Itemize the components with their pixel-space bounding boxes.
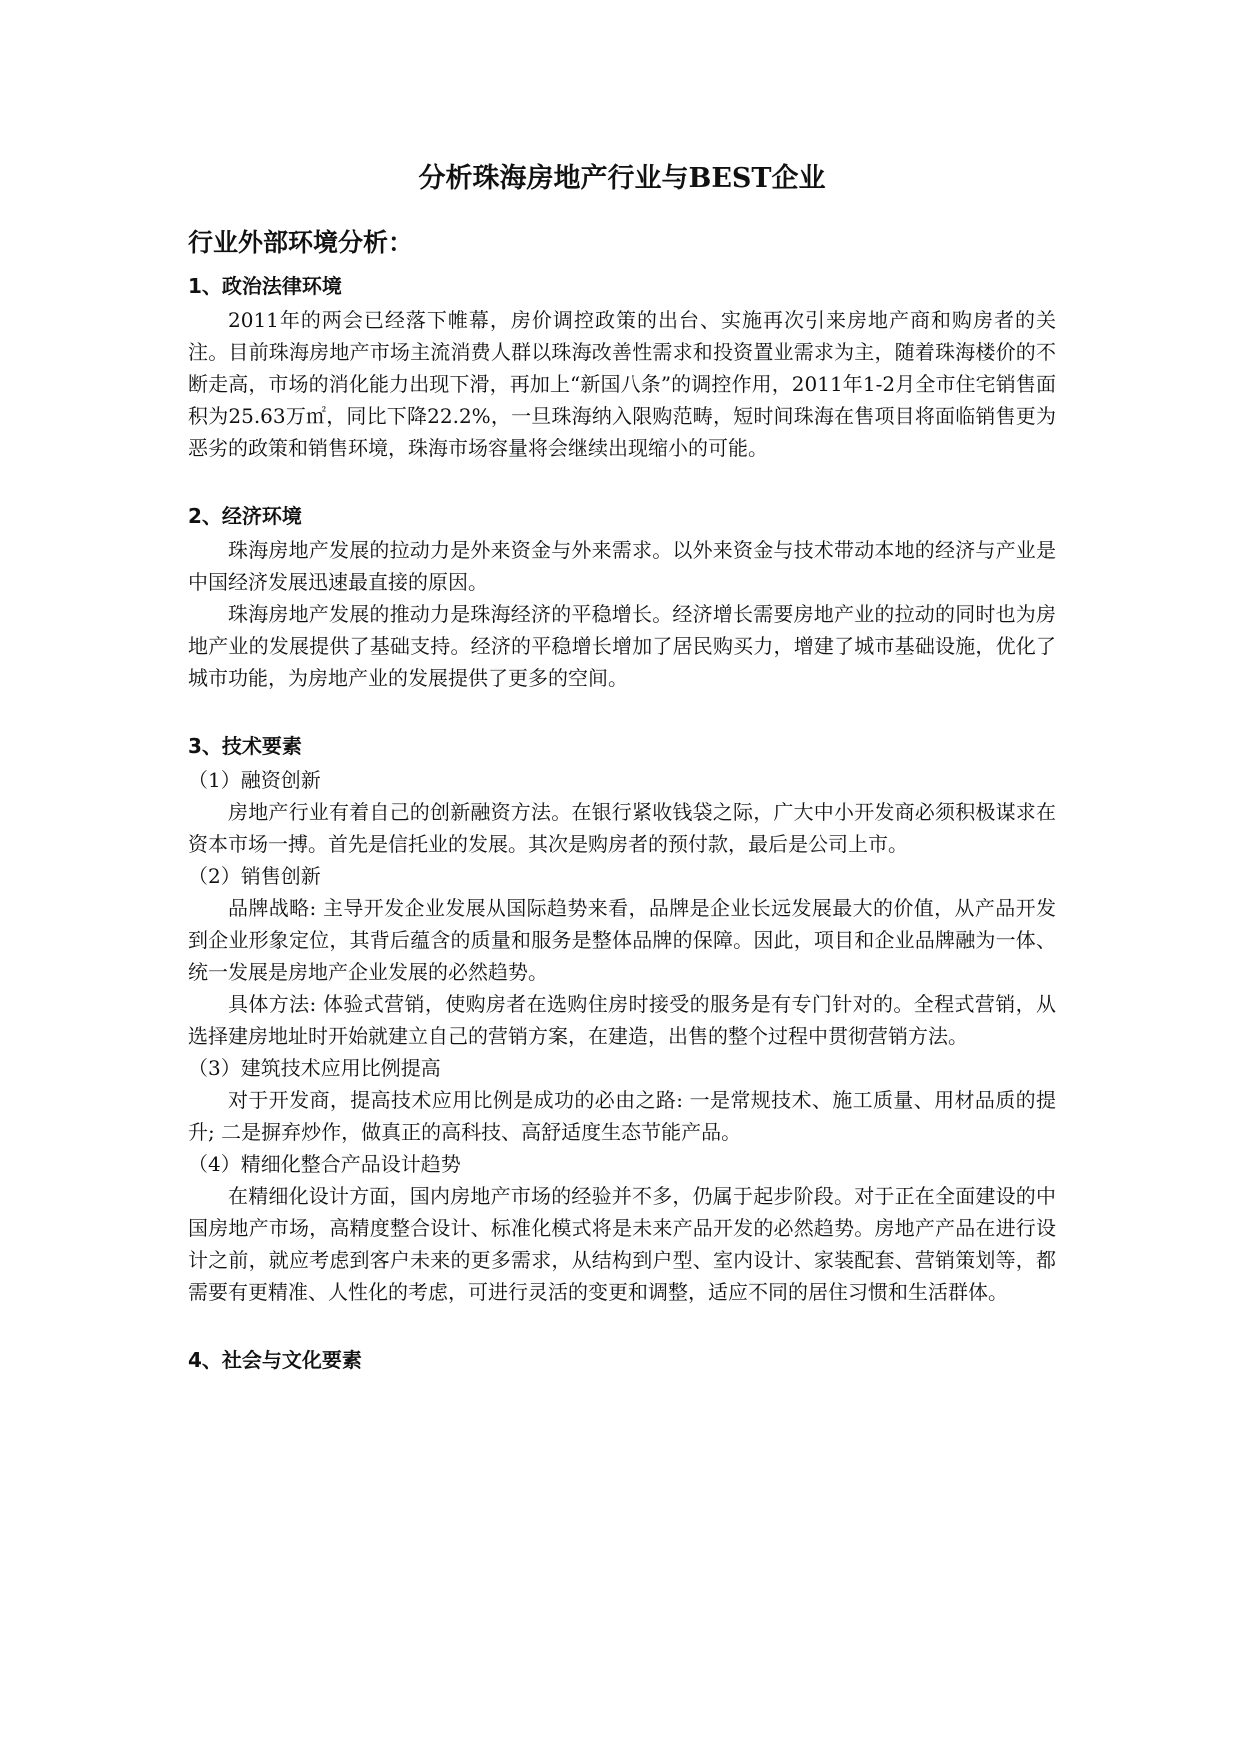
paragraph: 2011年的两会已经落下帷幕，房价调控政策的出台、实施再次引来房地产商和购房者的关注。目前珠海房地产市场主流消费人群以珠海改善性需求和投资置业需求为主，随着珠海楼价的不断走高，市场的消化能力出现下滑，再加上“新国八条”的调控作用，2011年1-2月全市住宅销售面积为25.63万㎡，同比下降22.2%，一旦珠海纳入限购范畴，短时间珠海在售项目将面临销售更为恶劣的政策和销售环境，珠海市场容量将会继续出现缩小的可能。 [188,308,1056,460]
spacer [188,464,1056,498]
list-item: （3）建筑技术应用比例提高 [188,1056,441,1080]
heading-economic: 2、经济环境 [188,504,302,528]
list-item: （4）精细化整合产品设计趋势 [188,1152,461,1176]
heading-political-legal: 1、政治法律环境 [188,274,342,298]
paragraph: 房地产行业有着自己的创新融资方法。在银行紧收钱袋之际，广大中小开发商必须积极谋求在资本市场一搏。首先是信托业的发展。其次是购房者的预付款，最后是公司上市。 [188,800,1056,856]
document-body [188,158,1056,1378]
spacer [188,1308,1056,1342]
paragraph: 对于开发商，提高技术应用比例是成功的必由之路: 一是常规技术、施工质量、用材品质的提升; 二是摒弃炒作，做真正的高科技、高舒适度生态节能产品。 [188,1088,1056,1144]
section-heading: 行业外部环境分析： [188,228,414,257]
paragraph: 珠海房地产发展的拉动力是外来资金与外来需求。以外来资金与技术带动本地的经济与产业是中国经济发展迅速最直接的原因。 [188,538,1056,594]
paragraph: 在精细化设计方面，国内房地产市场的经验并不多，仍属于起步阶段。对于正在全面建设的中国房地产市场，高精度整合设计、标准化模式将是未来产品开发的必然趋势。房地产产品在进行设计之前，就应考虑到客户未来的更多需求，从结构到户型、室内设计、家装配套、营销策划等，都需要有更精准、人性化的考虑，可进行灵活的变更和调整，适应不同的居住习惯和生活群体。 [188,1184,1056,1304]
paragraph: 珠海房地产发展的推动力是珠海经济的平稳增长。经济增长需要房地产业的拉动的同时也为房地产业的发展提供了基础支持。经济的平稳增长增加了居民购买力，增建了城市基础设施，优化了城市功能，为房地产业的发展提供了更多的空间。 [188,602,1056,690]
spacer [188,694,1056,728]
list-item: （1）融资创新 [188,768,321,792]
paragraph: 具体方法: 体验式营销，使购房者在选购住房时接受的服务是有专门针对的。全程式营销，从选择建房地址时开始就建立自己的营销方案，在建造，出售的整个过程中贯彻营销方法。 [188,992,1056,1048]
list-item: （2）销售创新 [188,864,321,888]
document-title: 分析珠海房地产行业与BEST企业 [418,163,826,194]
heading-technology: 3、技术要素 [188,734,302,758]
paragraph: 品牌战略: 主导开发企业发展从国际趋势来看，品牌是企业长远发展最大的价值，从产品开发到企业形象定位，其背后蕴含的质量和服务是整体品牌的保障。因此，项目和企业品牌融为一体、统一发展是房地产企业发展的必然趋势。 [188,896,1056,984]
heading-social-cultural: 4、社会与文化要素 [188,1348,362,1372]
